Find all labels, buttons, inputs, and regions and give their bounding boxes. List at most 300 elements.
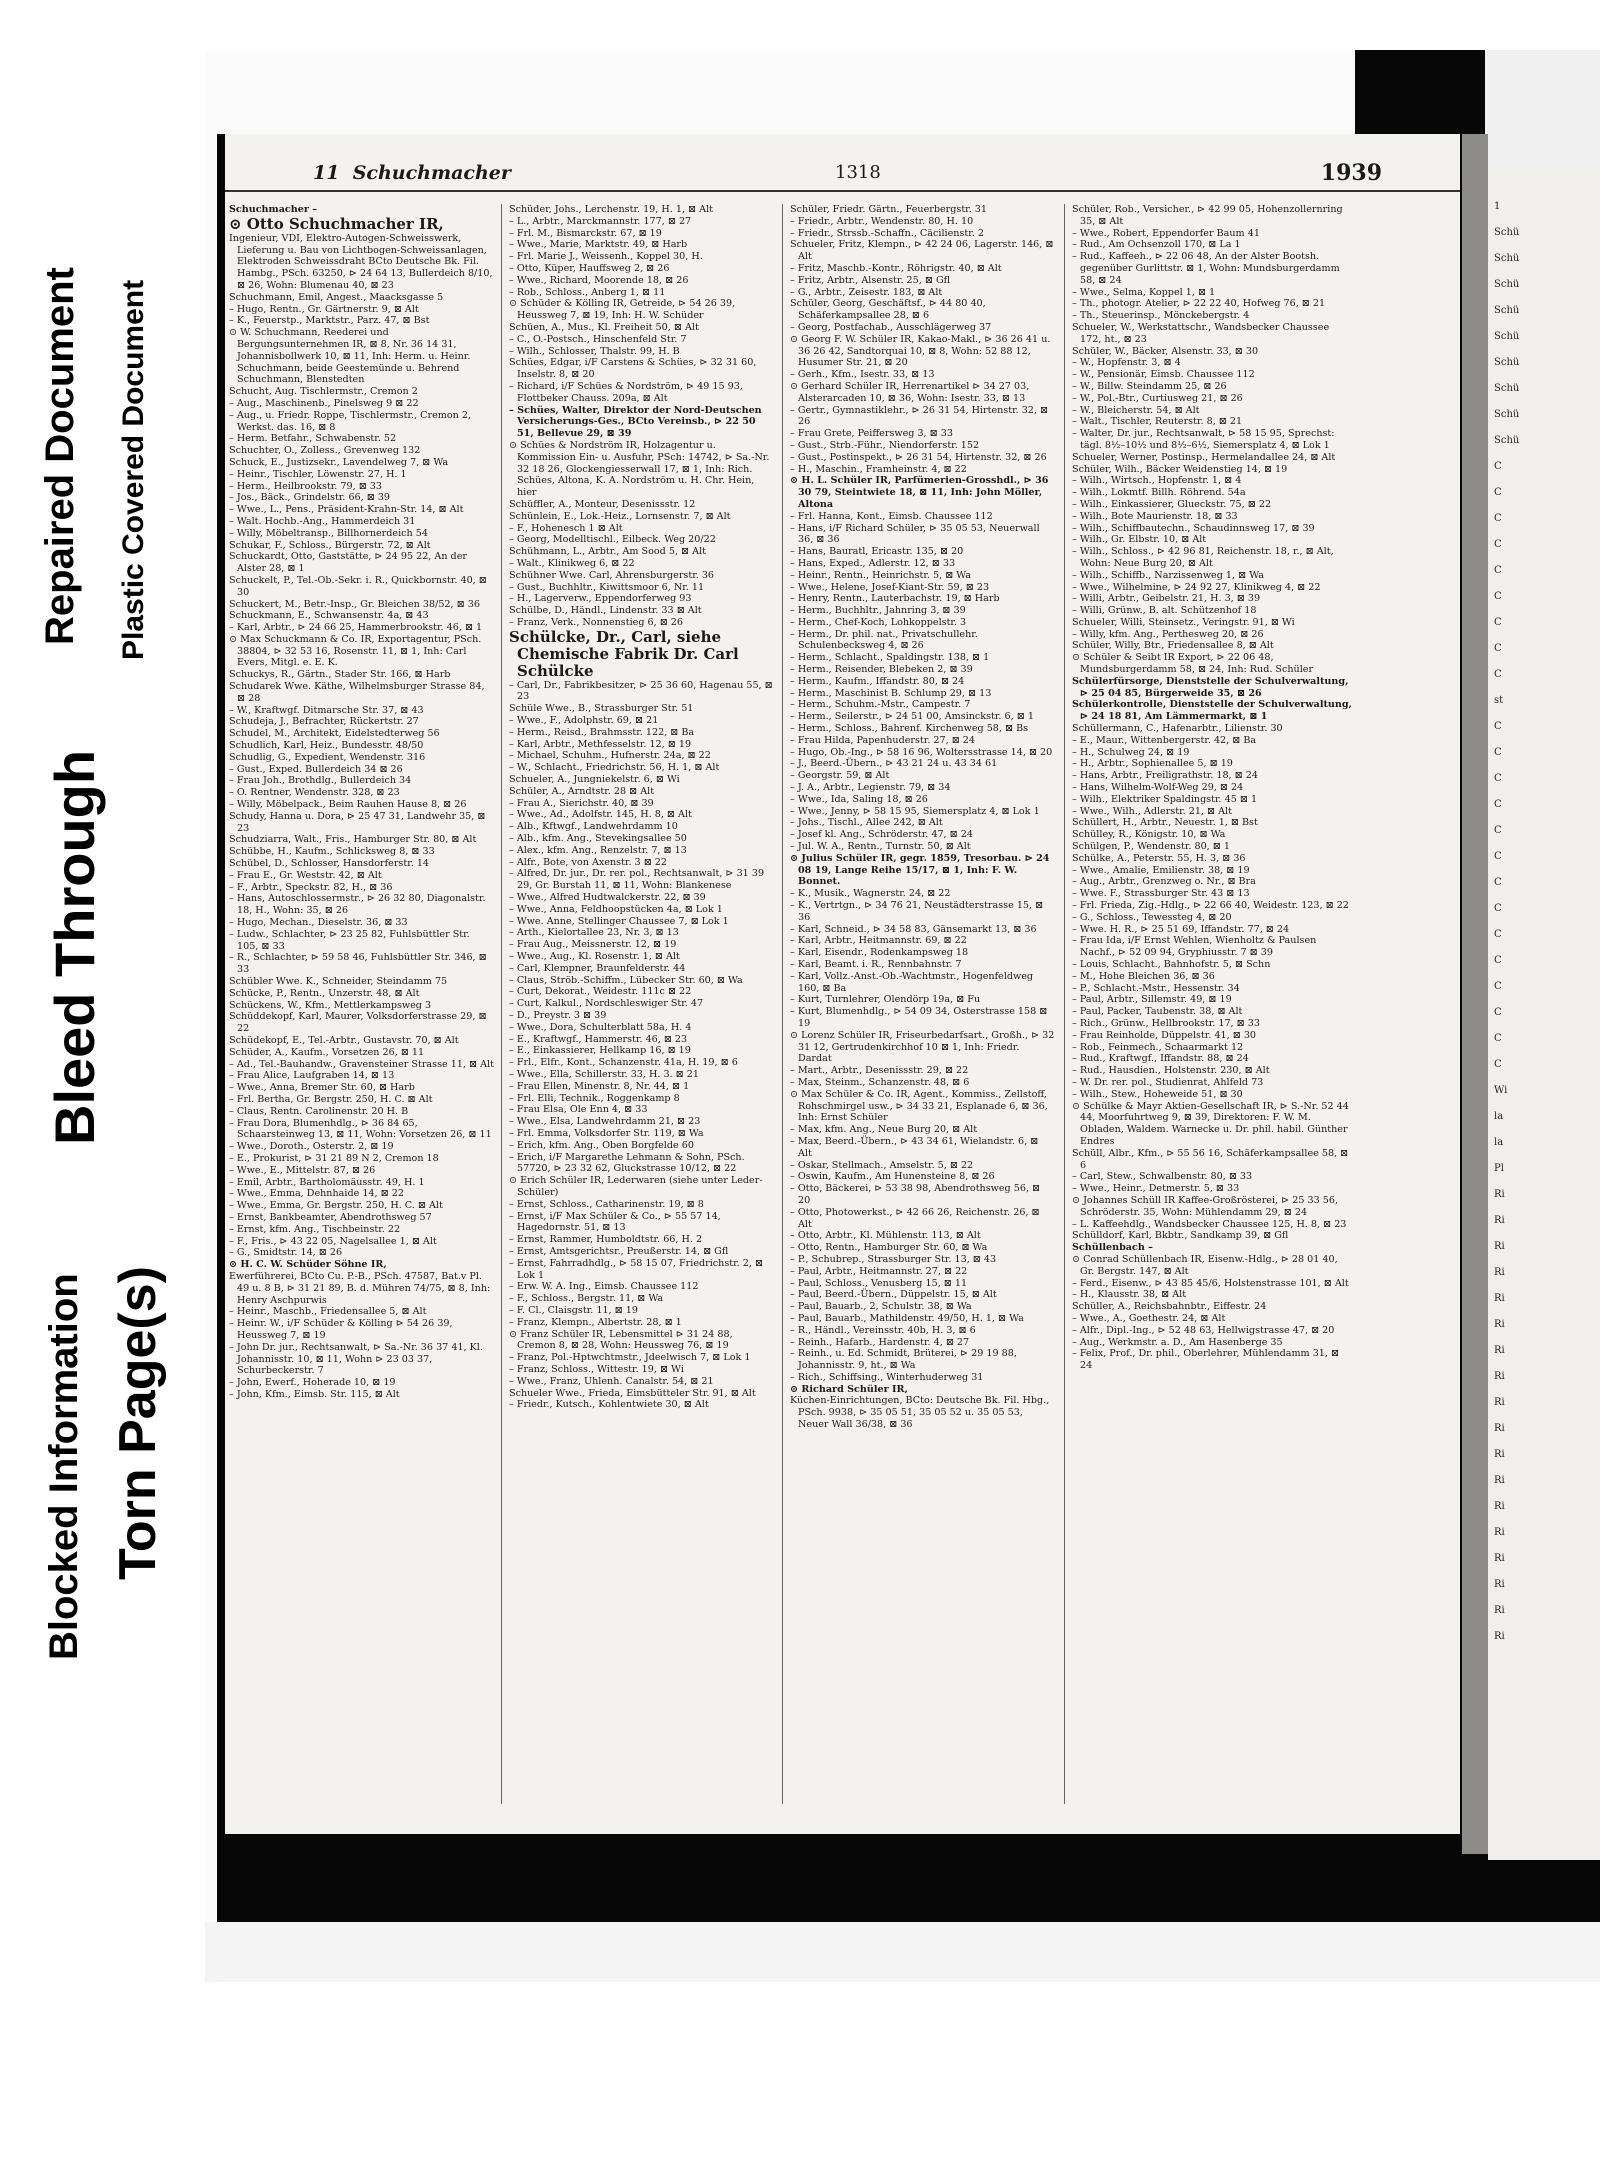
- next-page-fragment: C: [1494, 903, 1502, 914]
- directory-entry: – Herm., Schuhm.-Mstr., Campestr. 7: [790, 699, 971, 711]
- directory-page: [225, 134, 1460, 1834]
- directory-entry: – Frl. Marie J., Weissenh., Koppel 30, H.: [509, 251, 703, 263]
- directory-entry: – Reinh., u. Ed. Schmidt, Brüterei, ⊳ 29 19 88, Johannisstr. 9, ht., ⊠ Wa: [790, 1348, 1017, 1372]
- directory-column-2: [509, 204, 774, 1411]
- directory-entry: – Frau Dora, Blumenhdlg., ⊳ 36 84 65, Schaarsteinweg 13, ⊠ 11, Wohn: Vorsetzen 26, ⊠ 11: [229, 1117, 492, 1141]
- next-page-fragment: Schü: [1494, 253, 1520, 264]
- side-label-panel: [0, 0, 200, 1900]
- directory-entry: Schühmann, L., Arbtr., Am Sood 5, ⊠ Alt: [509, 546, 706, 558]
- directory-entry: – Frau Elsa, Ole Enn 4, ⊠ 33: [509, 1104, 648, 1116]
- directory-entry: – E., Prokurist, ⊳ 31 21 89 N 2, Cremon 18: [229, 1152, 439, 1164]
- directory-entry: – Otto, Bäckerei, ⊳ 53 38 98, Abendrothsweg 56, ⊠ 20: [790, 1183, 1041, 1206]
- next-page-fragment: Ri: [1494, 1449, 1505, 1460]
- directory-entry: – Frau E., Gr. Weststr. 42, ⊠ Alt: [229, 869, 382, 881]
- directory-entry: Schüller, A., Reichsbahnbtr., Eiffestr. 24: [1072, 1301, 1267, 1313]
- directory-entry: – Walt., Tischler, Reuterstr. 8, ⊠ 21: [1072, 416, 1243, 428]
- next-page-fragment: Pl: [1494, 1163, 1504, 1174]
- directory-entry: – Heinr., Maschb., Friedensallee 5, ⊠ Alt: [229, 1306, 427, 1318]
- directory-entry: – Herm., Reisender, Blebeken 2, ⊠ 39: [790, 664, 973, 676]
- directory-entry: – Hans, Exped., Adlerstr. 12, ⊠ 33: [790, 557, 956, 569]
- directory-entry: Schünlein, E., Lok.-Heiz., Lornsenstr. 7, ⊠ Alt: [509, 510, 731, 522]
- directory-entry: – Paul, Beerd.-Übern., Düppelstr. 15, ⊠ Alt: [790, 1289, 997, 1301]
- next-page-fragment: Schü: [1494, 409, 1520, 420]
- directory-entry: Schüder, Johs., Lerchenstr. 19, H. 1, ⊠ Alt: [509, 204, 713, 215]
- directory-entry: – Th., photogr. Atelier, ⊳ 22 22 40, Hofweg 76, ⊠ 21: [1072, 298, 1326, 310]
- directory-entry: – John Dr. jur., Rechtsanwalt, ⊳ Sa.-Nr. 36 37 41, Kl. Johannisstr. 10, ⊠ 11, Wohn ⊳ 23 03 37, Schurbeckerstr. 7: [229, 1341, 483, 1377]
- directory-entry: – Paul, Packer, Taubenstr. 38, ⊠ Alt: [1072, 1006, 1243, 1018]
- directory-entry: – Frl. Frieda, Zig.-Hdlg., ⊳ 22 66 40, Weidestr. 123, ⊠ 22: [1072, 900, 1349, 912]
- directory-entry: – Frau Aug., Meissnerstr. 12, ⊠ 19: [509, 939, 677, 951]
- directory-entry: Schudlig, G., Expedient, Wendenstr. 316: [229, 751, 426, 763]
- directory-entry: – Herm., Kaufm., Iffandstr. 80, ⊠ 24: [790, 675, 965, 687]
- directory-entry: – Herm., Schloss., Bahrenf. Kirchenweg 58, ⊠ Bs: [790, 723, 1029, 735]
- directory-entry: – Karl, Arbtr., Heitmannstr. 69, ⊠ 22: [790, 935, 967, 947]
- directory-entry: – Kurt, Blumenhdlg., ⊳ 54 09 34, Osterstrasse 158 ⊠ 19: [790, 1006, 1048, 1029]
- directory-entry: – Otto, Rentn., Hamburger Str. 60, ⊠ Wa: [790, 1242, 988, 1254]
- directory-entry: – W., Hopfenstr. 3, ⊠ 4: [1072, 357, 1181, 369]
- directory-entry: – Georg, Postfachab., Ausschlägerweg 37: [790, 321, 992, 333]
- directory-entry: – Hans, Wilhelm-Wolf-Weg 29, ⊠ 24: [1072, 782, 1244, 794]
- directory-entry: Schüllenbach –: [1072, 1242, 1153, 1254]
- directory-entry: – Louis, Schlacht., Bahnhofstr. 5, ⊠ Schn: [1072, 959, 1271, 970]
- directory-entry: – H., Maschin., Framheinstr. 4, ⊠ 22: [790, 463, 967, 475]
- directory-entry: Schüler, W., Bäcker, Alsenstr. 33, ⊠ 30: [1072, 345, 1259, 357]
- directory-entry: – Hugo, Mechan., Dieselstr. 36, ⊠ 33: [229, 917, 408, 929]
- directory-entry: Ewerführerei, BCto Cu. P.-B., PSch. 47587, Bat.v Pl. 49 u. 8 B, ⊳ 31 21 89, B. d. Mühren 74/75, ⊠ 8, Inh: Henry Aschpurwis: [229, 1270, 491, 1306]
- directory-entry: – J. A., Arbtr., Legienstr. 79, ⊠ 34: [790, 782, 951, 794]
- next-page-fragment: Ri: [1494, 1319, 1505, 1330]
- directory-entry: – Herm., Buchhltr., Jahnring 3, ⊠ 39: [790, 605, 966, 617]
- directory-entry: – Herm., Chef-Koch, Lohkoppelstr. 3: [790, 616, 967, 628]
- directory-entry: ⊙ Max Schüler & Co. IR, Agent., Kommiss., Zellstoff, Rohschmirgel usw., ⊳ 34 33 21, Esplanade 6, ⊠ 36, Inh: Ernst Schüler: [790, 1088, 1048, 1124]
- directory-entry: – Wwe., Marie, Marktstr. 49, ⊠ Harb: [509, 239, 688, 251]
- directory-entry: – G., Smidtstr. 14, ⊠ 26: [229, 1247, 343, 1259]
- directory-entry: – Wwe., F., Adolphstr. 69, ⊠ 21: [509, 715, 659, 727]
- directory-entry: – Wwe., Jenny, ⊳ 58 15 95, Siemersplatz 4, ⊠ Lok 1: [790, 805, 1040, 817]
- directory-column-1: [229, 204, 494, 1401]
- directory-entry: – Wwe., Emma, Dehnhaide 14, ⊠ 22: [229, 1188, 404, 1200]
- directory-entry: – Aug., Arbtr., Grenzweg o. Nr., ⊠ Bra: [1072, 876, 1256, 888]
- next-page-fragment: C: [1494, 773, 1502, 784]
- directory-entry: Schüll, Albr., Kfm., ⊳ 55 56 16, Schäferkampsallee 58, ⊠ 6: [1072, 1147, 1349, 1171]
- directory-entry: – Paul, Arbtr., Sillemstr. 49, ⊠ 19: [1072, 994, 1232, 1006]
- directory-entry: – Curt, Kalkul., Nordschleswiger Str. 47: [509, 998, 704, 1010]
- next-page-fragment: C: [1494, 513, 1502, 524]
- directory-entry: – Wwe., Robert, Eppendorfer Baum 41: [1072, 227, 1260, 239]
- directory-entry: – Wwe., Anna, Bremer Str. 60, ⊠ Harb: [229, 1082, 415, 1094]
- directory-entry: – Wwe., Amalie, Emilienstr. 38, ⊠ 19: [1072, 864, 1250, 876]
- directory-entry: – Erich, kfm. Ang., Oben Borgfelde 60: [509, 1139, 694, 1151]
- scan-top-margin: [205, 50, 1355, 134]
- directory-entry: – Wwe., Elsa, Landwehrdamm 21, ⊠ 23: [509, 1116, 701, 1128]
- directory-entry: Schüler, Rob., Versicher., ⊳ 42 99 05, Hohenzollernring 35, ⊠ Alt: [1072, 204, 1343, 227]
- directory-entry: – C., O.-Postsch., Hinschenfeld Str. 7: [509, 333, 687, 345]
- label-bleed-through: Bleed Through: [43, 749, 106, 1145]
- directory-entry: – Wwe. Anne, Stellinger Chaussee 7, ⊠ Lok 1: [509, 915, 729, 927]
- directory-entry: Schüder, A., Kaufm., Vorsetzen 26, ⊠ 11: [229, 1046, 425, 1058]
- directory-entry: Schüllermann, C., Hafenarbtr., Lilienstr. 30: [1072, 723, 1283, 735]
- next-page-fragment: Ri: [1494, 1345, 1505, 1356]
- next-page-fragments: [1488, 170, 1600, 1644]
- directory-entry: – Paul, Schloss., Venusberg 15, ⊠ 11: [790, 1277, 968, 1289]
- directory-entry: – Rud., Am Ochsenzoll 170, ⊠ La 1: [1072, 239, 1241, 251]
- directory-entry: – Fritz, Maschb.-Kontr., Röhrigstr. 40, ⊠ Alt: [790, 262, 1002, 274]
- directory-entry: Schudarek Wwe. Käthe, Wilhelmsburger Strasse 84, ⊠ 28: [229, 681, 485, 704]
- directory-entry: – Gust., Strb.-Führ., Niendorferstr. 152: [790, 439, 980, 451]
- directory-entry: Schüdekopf, E., Tel.-Arbtr., Gustavstr. 70, ⊠ Alt: [229, 1034, 459, 1046]
- directory-entry: – Franz, Schloss., Wittestr. 19, ⊠ Wi: [509, 1363, 684, 1375]
- next-page-fragment: Ri: [1494, 1371, 1505, 1382]
- directory-entry: Schülerkontrolle, Dienststelle der Schulverwaltung, ⊳ 24 18 81, Am Lämmermarkt, ⊠ 1: [1072, 699, 1352, 723]
- directory-entry: Schuckert, M., Betr.-Insp., Gr. Bleichen 38/52, ⊠ 36: [229, 598, 480, 610]
- directory-entry: – L. Kaffeehdlg., Wandsbecker Chaussee 125, H. 8, ⊠ 23: [1072, 1218, 1347, 1230]
- directory-entry: – W., Schlacht., Friedrichstr. 56, H. 1, ⊠ Alt: [509, 762, 720, 774]
- directory-entry: – W., Billw. Steindamm 25, ⊠ 26: [1072, 380, 1227, 392]
- directory-entry: – Otto, Küper, Hauffsweg 2, ⊠ 26: [509, 262, 670, 274]
- directory-entry: – Carl, Dr., Fabrikbesitzer, ⊳ 25 36 60, Hagenau 55, ⊠ 23: [509, 679, 773, 703]
- directory-entry: – Karl, Schneid., ⊳ 34 58 83, Gänsemarkt 13, ⊠ 36: [790, 923, 1037, 935]
- directory-entry: – Henry, Rentn., Lauterbachstr. 19, ⊠ Harb: [790, 593, 1000, 605]
- directory-entry: Schuckardt, Otto, Gaststätte, ⊳ 24 95 22, An der Alster 28, ⊠ 1: [229, 551, 467, 575]
- directory-entry: – Frl. Hanna, Kont., Eimsb. Chaussee 112: [790, 510, 993, 522]
- directory-entry: – Ernst, Amtsgerichtsr., Preußerstr. 14, ⊠ Gfl: [509, 1245, 729, 1257]
- page-header: [225, 162, 1460, 192]
- directory-entry: – Heinr., Tischler, Löwenstr. 27, H. 1: [229, 468, 407, 480]
- directory-entry: – Herm., Schlacht., Spaldingstr. 138, ⊠ 1: [790, 652, 990, 664]
- directory-entry: – Wwe., Emma, Gr. Bergstr. 250, H. C. ⊠ Alt: [229, 1200, 443, 1212]
- directory-entry: – Willy, Möbeltransp., Billhornerdeich 54: [229, 527, 428, 539]
- directory-entry: Schücke, P., Rentn., Unzerstr. 48, ⊠ Alt: [229, 987, 420, 999]
- directory-entry: – Ernst, kfm. Ang., Tischbeinstr. 22: [229, 1223, 401, 1235]
- directory-entry: – Wwe., L., Pens., Präsident-Krahn-Str. 14, ⊠ Alt: [229, 504, 464, 516]
- next-page-fragment: C: [1494, 877, 1502, 888]
- directory-entry: – Michael, Schuhm., Hufnerstr. 24a, ⊠ 22: [509, 750, 711, 762]
- directory-entry: Schülldorf, Karl, Bkbtr., Sandkamp 39, ⊠ Gfl: [1072, 1230, 1289, 1242]
- directory-entry: – Frl., Elfr., Kont., Schanzenstr. 41a, H. 19, ⊠ 6: [509, 1057, 738, 1069]
- next-page-fragment: C: [1494, 955, 1502, 966]
- directory-entry: ⊙ Erich Schüler IR, Lederwaren (siehe unter Leder-Schüler): [509, 1175, 763, 1198]
- directory-entry: – Jos., Bäck., Grindelstr. 66, ⊠ 39: [229, 492, 391, 504]
- directory-entry: Schübel, D., Schlosser, Hansdorferstr. 14: [229, 858, 430, 870]
- directory-entry: ⊙ Schülke & Mayr Aktien-Gesellschaft IR, ⊳ S.-Nr. 52 44 44, Moorfuhrtweg 9, ⊠ 39, Direktoren: F. W. M. Obladen, Waldem. Warnecke u. Dr. phil. habil. Günther Endres: [1072, 1100, 1349, 1147]
- directory-entry: – Wwe., Heinr., Detmerstr. 5, ⊠ 33: [1072, 1183, 1240, 1195]
- directory-entry: – Rud., Kraftwgf., Iffandstr. 88, ⊠ 24: [1072, 1053, 1249, 1065]
- directory-entry: – Hans, Arbtr., Freiligrathstr. 18, ⊠ 24: [1072, 770, 1258, 782]
- directory-entry: – Wwe., Doroth., Osterstr. 2, ⊠ 19: [229, 1141, 394, 1153]
- next-page-fragment: C: [1494, 461, 1502, 472]
- directory-entry: Schueler, Willi, Steinsetz., Veringstr. 91, ⊠ Wi: [1072, 616, 1295, 628]
- directory-entry: Schuckys, R., Gärtn., Stader Str. 166, ⊠ Harb: [229, 669, 451, 681]
- directory-entry: – Wwe., Selma, Koppel 1, ⊠ 1: [1072, 286, 1216, 298]
- directory-entry: – Otto, Photowerkst., ⊳ 42 66 26, Reichenstr. 26, ⊠ Alt: [790, 1206, 1040, 1230]
- page-gutter-shadow: [1462, 134, 1488, 1854]
- directory-entry: – Paul, Bauarb., 2, Schulstr. 38, ⊠ Wa: [790, 1301, 972, 1313]
- directory-entry: – Frau Joh., Brothdlg., Bullerdeich 34: [229, 775, 412, 787]
- directory-entry: – Schües, Walter, Direktor der Nord-Deutschen Versicherungs-Ges., BCto Vereinsb., ⊳ 22 50 51, Bellevue 29, ⊠ 39: [509, 404, 762, 440]
- directory-entry: – Karl, Arbtr., ⊳ 24 66 25, Hammerbrookstr. 46, ⊠ 1: [229, 622, 483, 634]
- directory-entry: Küchen-Einrichtungen, BCto: Deutsche Bk. Fil. Hbg., PSch. 9938, ⊳ 35 05 51, 35 05 52 u. 35 05 53, Neuer Wall 36/38, ⊠ 36: [790, 1395, 1050, 1431]
- directory-entry: – E., Kraftwgf., Hammerstr. 46, ⊠ 23: [509, 1033, 688, 1045]
- column-divider: [782, 204, 783, 1804]
- directory-entry: ⊙ Georg F. W. Schüler IR, Kakao-Makl., ⊳ 36 26 41 u. 36 26 42, Sandtorquai 10, ⊠ 8, Wohn: 52 88 12, Husumer Str. 21, ⊠ 20: [790, 333, 1051, 369]
- directory-entry: Schüen, A., Mus., Kl. Freiheit 50, ⊠ Alt: [509, 321, 699, 333]
- page-number: 1318: [835, 162, 881, 183]
- directory-entry: Schülerfürsorge, Dienststelle der Schulverwaltung, ⊳ 25 04 85, Bürgerweide 35, ⊠ 26: [1072, 675, 1349, 699]
- directory-entry: ⊙ Johannes Schüll IR Kaffee-Großrösterei, ⊳ 25 33 56, Schröderstr. 35, Wohn: Mühlendamm 29, ⊠ 24: [1072, 1194, 1339, 1218]
- directory-entry: – W., Pensionär, Eimsb. Chaussee 112: [1072, 369, 1255, 381]
- directory-entry: – Gust., Postinspekt., ⊳ 26 31 54, Hirtenstr. 32, ⊠ 26: [790, 451, 1047, 463]
- directory-entry: – Herm., Dr. phil. nat., Privatschullehr. Schulenbecksweg 4, ⊠ 26: [790, 628, 978, 652]
- directory-entry: Schudel, M., Architekt, Eidelstedterweg 56: [229, 728, 440, 740]
- column-divider: [1064, 204, 1065, 1804]
- directory-entry: ⊙ Schüler & Seibt IR Export, ⊳ 22 06 48, Mundsburgerdamm 58, ⊠ 24, Inh: Rud. Schüler: [1072, 652, 1314, 676]
- scan-bottom-margin: [205, 1922, 1600, 1982]
- next-page-fragment: Schü: [1494, 383, 1520, 394]
- next-page-fragment: Schü: [1494, 331, 1520, 342]
- next-page-fragment: C: [1494, 981, 1502, 992]
- directory-entry: ⊙ Gerhard Schüler IR, Herrenartikel ⊳ 34 27 03, Alsterarcaden 10, ⊠ 36, Wohn: Isestr. 33, ⊠ 13: [790, 380, 1030, 404]
- directory-entry: – Ernst, i/F Max Schüler & Co., ⊳ 55 57 14, Hagedornstr. 51, ⊠ 13: [509, 1210, 721, 1234]
- next-page-fragment: Ri: [1494, 1553, 1505, 1564]
- directory-entry: – Carl, Stew., Schwalbenstr. 80, ⊠ 33: [1072, 1171, 1253, 1183]
- directory-entry: ⊙ Julius Schüler IR, gegr. 1859, Tresorbau. ⊳ 24 08 19, Lange Reihe 15/17, ⊠ 1, Inh: F. W. Bonnet.: [790, 852, 1050, 888]
- directory-entry: ⊙ Richard Schüler IR,: [790, 1383, 908, 1395]
- directory-entry: – Hugo, Rentn., Gr. Gärtnerstr. 9, ⊠ Alt: [229, 303, 419, 315]
- directory-entry: Schückens, W., Kfm., Mettlerkampsweg 3: [229, 999, 432, 1011]
- directory-entry: ⊙ Schües & Nordström IR, Holzagentur u. Kommission Ein- u. Ausfuhr, PSch: 14742, ⊳ Sa.-Nr. 32 18 26, Glockengiesserwall 17, ⊠ 1, Inh: Rich. Schües, Altona, K. A. Nordström u. H. Chr. Hein, hier: [509, 439, 770, 499]
- next-page-fragment: la: [1494, 1137, 1504, 1148]
- directory-entry: – Wilh., Stew., Hoheweide 51, ⊠ 30: [1072, 1088, 1243, 1100]
- page-year: 1939: [1320, 160, 1382, 186]
- next-page-fragment: C: [1494, 643, 1502, 654]
- next-page-fragment: Ri: [1494, 1631, 1505, 1642]
- directory-entry: – Erw. W. A. Ing., Eimsb. Chaussee 112: [509, 1281, 699, 1293]
- directory-entry: – Ernst, Schloss., Catharinenstr. 19, ⊠ 8: [509, 1198, 704, 1210]
- directory-entry: – Hans, Bauratl, Ericastr. 135, ⊠ 20: [790, 546, 964, 558]
- directory-entry: – Georg, Modelltischl., Eilbeck. Weg 20/22: [509, 534, 716, 546]
- directory-entry: – Rich., Grünw., Hellbrookstr. 17, ⊠ 33: [1072, 1017, 1260, 1029]
- directory-entry: – Reinh., Hafarb., Hardenstr. 4, ⊠ 27: [790, 1336, 970, 1348]
- next-page-fragment: Schü: [1494, 305, 1520, 316]
- directory-entry: – R., Händl., Vereinsstr. 40b, H. 3, ⊠ 6: [790, 1324, 976, 1336]
- directory-entry: – Wwe., E., Mittelstr. 87, ⊠ 26: [229, 1164, 376, 1176]
- label-torn-pages: Torn Page(s): [109, 1266, 167, 1580]
- page-heading: 11 Schuchmacher: [313, 162, 511, 184]
- directory-entry: – Wwe., Richard, Moorende 18, ⊠ 26: [509, 274, 689, 286]
- directory-entry: – Karl, Eisendr., Rodenkampsweg 18: [790, 947, 969, 959]
- directory-entry: – F. Cl., Claisgstr. 11, ⊠ 19: [509, 1304, 638, 1316]
- next-page-fragment: 1: [1494, 201, 1501, 212]
- directory-entry: – Franz, Verk., Nonnenstieg 6, ⊠ 26: [509, 616, 684, 628]
- scan-left-margin: [205, 134, 217, 1984]
- next-page-fragment: la: [1494, 1111, 1504, 1122]
- next-page-fragment: Ri: [1494, 1189, 1505, 1200]
- directory-entry: – L., Arbtr., Marckmannstr. 177, ⊠ 27: [509, 215, 692, 227]
- directory-entry: – Aug., u. Friedr. Roppe, Tischlermstr., Cremon 2, Werkst. das. 16, ⊠ 8: [229, 409, 472, 433]
- directory-entry: – Frau Ida, i/F Ernst Wehlen, Wienholtz & Paulsen Nachf., ⊳ 52 09 94, Gryphiusstr. 7 ⊠ 39: [1072, 935, 1317, 959]
- directory-entry: – Josef kl. Ang., Schröderstr. 47, ⊠ 24: [790, 829, 973, 841]
- directory-entry: – E., Einkassierer, Hellkamp 16, ⊠ 19: [509, 1045, 691, 1057]
- directory-entry: – Arth., Kielortallee 23, Nr. 3, ⊠ 13: [509, 927, 679, 939]
- directory-entry: – Max, kfm. Ang., Neue Burg 20, ⊠ Alt: [790, 1124, 978, 1136]
- directory-entry: ⊙ Lorenz Schüler IR, Friseurbedarfsart., Großh., ⊳ 32 31 12, Gertrudenkirchhof 10 ⊠ 1, Inh: Friedr. Dardat: [790, 1029, 1055, 1065]
- directory-entry: – Wwe., Dora, Schulterblatt 58a, H. 4: [509, 1021, 692, 1033]
- directory-entry: Schülke, A., Peterstr. 55, H. 3, ⊠ 36: [1072, 852, 1246, 864]
- directory-entry: Schües, Edgar, i/F Carstens & Schües, ⊳ 32 31 60, Inselstr. 8, ⊠ 20: [509, 357, 757, 381]
- directory-entry: – Wwe., Anna, Feldhoopstücken 4a, ⊠ Lok 1: [509, 903, 723, 915]
- next-page-fragment: C: [1494, 929, 1502, 940]
- directory-entry: – Frau Ellen, Minenstr. 8, Nr. 44, ⊠ 1: [509, 1080, 690, 1092]
- next-page-fragment: C: [1494, 669, 1502, 680]
- directory-entry: Schüllert, H., Arbtr., Neuestr. 1, ⊠ Bst: [1072, 817, 1258, 829]
- directory-entry: – Wilh., Elektriker Spaldingstr. 45 ⊠ 1: [1072, 793, 1258, 805]
- directory-entry: – Wwe., Franz, Uhlenh. Canalstr. 54, ⊠ 21: [509, 1375, 714, 1387]
- next-page-fragment: Ri: [1494, 1501, 1505, 1512]
- directory-entry: – Friedr., Arbtr., Wendenstr. 80, H. 10: [790, 215, 974, 227]
- directory-entry: – Karl, Vollz.-Anst.-Ob.-Wachtmstr., Hogenfeldweg 160, ⊠ Ba: [790, 970, 1034, 994]
- directory-entry: – W., Pol.-Btr., Curtiusweg 21, ⊠ 26: [1072, 392, 1243, 404]
- directory-entry: – Wilh., Schlosser, Thalstr. 99, H. B: [509, 345, 680, 357]
- directory-entry: – Alex., kfm. Ang., Renzelstr. 7, ⊠ 13: [509, 844, 687, 856]
- directory-entry: – W., Bleicherstr. 54, ⊠ Alt: [1072, 404, 1200, 416]
- directory-entry: Schudziarra, Walt., Fris., Hamburger Str. 80, ⊠ Alt: [229, 834, 477, 846]
- directory-entry: – Walter, Dr. jur., Rechtsanwalt, ⊳ 58 15 95, Sprechst: tägl. 8½–10½ und 8½–6½, Siemersplatz 4, ⊠ Lok 1: [1072, 428, 1335, 451]
- directory-entry: – Heinr., Rentn., Heinrichstr. 5, ⊠ Wa: [790, 569, 972, 581]
- directory-entry: – John, Ewerf., Hoherade 10, ⊠ 19: [229, 1377, 396, 1389]
- directory-entry: Schüddekopf, Karl, Maurer, Volksdorferstrasse 29, ⊠ 22: [229, 1011, 487, 1035]
- directory-entry: – Aug., Werkmstr. a. D., Am Hasenberge 35: [1072, 1336, 1283, 1348]
- directory-column-3: [790, 204, 1055, 1431]
- next-page-fragment: C: [1494, 851, 1502, 862]
- directory-entry: ⊙ Franz Schüler IR, Lebensmittel ⊳ 31 24 88, Cremon 8, ⊠ 28, Wohn: Heussweg 76, ⊠ 19: [509, 1328, 733, 1352]
- directory-entry: – Ad., Tel.-Bauhandw., Gravensteiner Strasse 11, ⊠ Alt: [229, 1058, 494, 1070]
- next-page-edge: [1488, 170, 1600, 1860]
- directory-entry: – Jul. W. A., Rentn., Turnstr. 50, ⊠ Alt: [790, 841, 971, 853]
- directory-entry: – Fritz, Arbtr., Alsenstr. 25, ⊠ Gfl: [790, 274, 951, 286]
- directory-entry: Schuck, E., Justizsekr., Lavendelweg 7, ⊠ Wa: [229, 456, 449, 468]
- directory-entry: – Erich, i/F Margarethe Lehmann & Sohn, PSch. 57720, ⊳ 23 32 62, Gluckstrasse 10/12, ⊠ 22: [509, 1151, 745, 1175]
- next-page-fragment: C: [1494, 721, 1502, 732]
- directory-entry: – Frau Grete, Peiffersweg 3, ⊠ 33: [790, 428, 953, 440]
- directory-entry: Schübbe, H., Kaufm., Schlicksweg 8, ⊠ 33: [229, 846, 435, 858]
- directory-entry: – Hans, Autoschlossermstr., ⊳ 26 32 80, Diagonalstr. 18, H., Wohn: 35, ⊠ 26: [229, 893, 486, 917]
- directory-entry: ⊙ Max Schuckmann & Co. IR, Exportagentur, PSch. 38804, ⊳ 32 53 16, Rosenstr. 11, ⊠ 1, Inh: Carl Evers, Mitgl. e. E. K.: [229, 633, 482, 669]
- directory-entry: – Wwe., Helene, Josef-Kiant-Str. 59, ⊠ 23: [790, 581, 990, 593]
- directory-entry: – Hugo, Ob.-Ing., ⊳ 58 16 96, Woltersstrasse 14, ⊠ 20: [790, 746, 1053, 758]
- directory-entry: – G., Schloss., Tewessteg 4, ⊠ 20: [1072, 911, 1232, 923]
- directory-entry: – Oskar, Stellmach., Amselstr. 5, ⊠ 22: [790, 1159, 974, 1171]
- directory-entry: – Johs., Tischl., Allee 242, ⊠ Alt: [790, 817, 943, 829]
- next-page-fragment: Wi: [1494, 1085, 1508, 1096]
- directory-entry: – Frau A., Sierichstr. 40, ⊠ 39: [509, 797, 654, 809]
- directory-entry: – H., Arbtr., Sophienallee 5, ⊠ 19: [1072, 758, 1233, 770]
- directory-entry: – Claus, Ströb.-Schiffm., Lübecker Str. 60, ⊠ Wa: [509, 974, 743, 986]
- directory-entry: – Willy, Möbelpack., Beim Rauhen Hause 8, ⊠ 26: [229, 799, 467, 811]
- directory-entry: – Walt., Klinikweg 6, ⊠ 22: [509, 557, 635, 569]
- directory-entry: – Aug., Maschinenb., Pinelsweg 9 ⊠ 22: [229, 397, 419, 409]
- directory-entry: – Th., Steuerinsp., Mönckebergstr. 4: [1072, 310, 1250, 322]
- directory-entry: ⊙ H. L. Schüler IR, Parfümerien-Grosshdl., ⊳ 36 30 79, Steintwiete 18, ⊠ 11, Inh: John Möller, Altona: [790, 475, 1049, 510]
- directory-entry: – Wilh., Bote Maurienstr. 18, ⊠ 33: [1072, 510, 1238, 522]
- directory-entry: – Rob., Schloss., Anberg 1, ⊠ 11: [509, 286, 666, 298]
- directory-entry: – Wwe., A., Goethestr. 24, ⊠ Alt: [1072, 1312, 1226, 1324]
- directory-entry: Schühner Wwe. Carl, Ahrensburgerstr. 36: [509, 569, 715, 581]
- directory-entry: – Karl, Beamt. i. R., Rennbahnstr. 7: [790, 959, 962, 970]
- directory-entry: Schüler, Willy, Btr., Friedensallee 8, ⊠ Alt: [1072, 640, 1274, 652]
- directory-entry: – D., Preystr. 3 ⊠ 39: [509, 1010, 607, 1021]
- directory-entry: – E., Maur., Wittenbergerstr. 42, ⊠ Ba: [1072, 734, 1257, 746]
- directory-entry: – G., Arbtr., Zeisestr. 183, ⊠ Alt: [790, 286, 943, 298]
- directory-entry: – Herm., Maschinist B. Schlump 29, ⊠ 13: [790, 687, 992, 699]
- directory-entry: – K., Feuerstp., Marktstr., Parz. 47, ⊠ Bst: [229, 315, 430, 327]
- directory-entry: ⊙ Schüder & Kölling IR, Getreide, ⊳ 54 26 39, Heussweg 7, ⊠ 19, Inh: H. W. Schüder: [509, 298, 736, 322]
- directory-entry: ⊙ W. Schuchmann, Reederei und Bergungsunternehmen IR, ⊠ 8, Nr. 36 14 31, Johannisbollwerk 10, ⊠ 11, Inh: Herm. u. Heinr. Schuchmann, beide Geestemünde u. Behrend Schuchmann, Blenstedten: [229, 327, 471, 386]
- directory-entry: – Max, Steinm., Schanzenstr. 48, ⊠ 6: [790, 1076, 970, 1088]
- next-page-fragment: C: [1494, 487, 1502, 498]
- directory-entry: – Richard, i/F Schües & Nordström, ⊳ 49 15 93, Flottbeker Chauss. 209a, ⊠ Alt: [509, 380, 743, 404]
- directory-entry: – Kurt, Turnlehrer, Olendörp 19a, ⊠ Fu: [790, 994, 981, 1006]
- column-divider: [501, 204, 502, 1804]
- directory-entry: – P., Schubrep., Strassburger Str. 13, ⊠ 43: [790, 1253, 997, 1265]
- directory-entry: – Frau Reinholde, Düppelstr. 41, ⊠ 30: [1072, 1029, 1257, 1041]
- next-page-fragment: Ri: [1494, 1475, 1505, 1486]
- directory-entry: – K., Musik., Wagnerstr. 24, ⊠ 22: [790, 888, 951, 900]
- next-page-fragment: C: [1494, 539, 1502, 550]
- directory-entry: – Carl, Klempner, Braunfelderstr. 44: [509, 962, 686, 974]
- directory-entry: – Wilh., Einkassierer, Glueckstr. 75, ⊠ 22: [1072, 498, 1272, 510]
- directory-entry: – H., Klausstr. 38, ⊠ Alt: [1072, 1289, 1187, 1301]
- directory-entry: – Gertr., Gymnastiklehr., ⊳ 26 31 54, Hirtenstr. 32, ⊠ 26: [790, 404, 1049, 428]
- directory-entry: – Paul, Bauarb., Mathildenstr. 49/50, H. 1, ⊠ Wa: [790, 1312, 1024, 1324]
- directory-entry: Schueler, Fritz, Klempn., ⊳ 42 24 06, Lagerstr. 146, ⊠ Alt: [790, 239, 1054, 263]
- directory-entry: Schueler, W., Werkstattschr., Wandsbecker Chaussee 172, ht., ⊠ 23: [1072, 321, 1330, 345]
- directory-entry: – Wilh., Schiffbautechn., Schaudinnsweg 17, ⊠ 39: [1072, 522, 1315, 534]
- directory-entry: – Hans, i/F Richard Schüler, ⊳ 35 05 53, Neuerwall 36, ⊠ 36: [790, 522, 1040, 546]
- next-page-fragment: Ri: [1494, 1267, 1505, 1278]
- directory-entry: – Wilh., Schiffb., Narzissenweg 1, ⊠ Wa: [1072, 569, 1264, 581]
- directory-entry: – Ernst, Bankbeamter, Abendrothsweg 57: [229, 1211, 432, 1223]
- directory-entry: Schuckelt, P., Tel.-Ob.-Sekr. i. R., Quickbornstr. 40, ⊠ 30: [229, 574, 487, 598]
- directory-entry: Schueler Wwe., Frieda, Eimsbütteler Str. 91, ⊠ Alt: [509, 1387, 756, 1399]
- directory-entry: – Paul, Arbtr., Heitmannstr. 27, ⊠ 22: [790, 1265, 968, 1277]
- directory-entry: – P., Schlacht.-Mstr., Hessenstr. 34: [1072, 982, 1240, 994]
- next-page-fragment: Ri: [1494, 1423, 1505, 1434]
- next-page-fragment: Schü: [1494, 279, 1520, 290]
- directory-entry: – Alfr., Dipl.-Ing., ⊳ 52 48 63, Hellwigstrasse 47, ⊠ 20: [1072, 1324, 1335, 1336]
- directory-entry: – Friedr., Strssb.-Schaffn., Cäcilienstr. 2: [790, 227, 984, 239]
- directory-entry: – John, Kfm., Eimsb. Str. 115, ⊠ Alt: [229, 1388, 400, 1400]
- directory-entry: Schüler, Georg, Geschäftsf., ⊳ 44 80 40, Schäferkampsallee 28, ⊠ 6: [790, 298, 986, 322]
- directory-entry: – F., Arbtr., Speckstr. 82, H., ⊠ 36: [229, 881, 393, 893]
- next-page-fragment: st: [1494, 695, 1504, 706]
- next-page-fragment: Ri: [1494, 1527, 1505, 1538]
- directory-entry: Ingenieur, VDI, Elektro-Autogen-Schweisswerk, Lieferung u. Bau von Lichtbogen-Schweissanlagen, Elektroden Schweissdraht BCto Deutsche Bk. Fil. Hambg., PSch. 63250, ⊳ 24 64 13, Bullerdeich 8/10, ⊠ 26, Wohn: Blumenau 40, ⊠ 23: [229, 232, 493, 291]
- label-repaired-document: Repaired Document: [38, 267, 82, 645]
- directory-entry: – Oswin, Kaufm., Am Hunensteine 8, ⊠ 26: [790, 1171, 995, 1183]
- directory-entry: – Emil, Arbtr., Bartholomäusstr. 49, H. 1: [229, 1176, 425, 1188]
- directory-entry: – Felix, Prof., Dr. phil., Oberlehrer, Mühlendamm 31, ⊠ 24: [1072, 1348, 1340, 1372]
- directory-entry: – Rud., Hausdien., Holstenstr. 230, ⊠ Alt: [1072, 1065, 1270, 1077]
- directory-entry: – Gust., Exped. Bullerdeich 34 ⊠ 26: [229, 763, 403, 775]
- next-page-fragment: C: [1494, 1033, 1502, 1044]
- next-page-fragment: Ri: [1494, 1293, 1505, 1304]
- directory-entry: – Georgstr. 59, ⊠ Alt: [790, 770, 890, 782]
- directory-entry: – Ludw., Schlachter, ⊳ 23 25 82, Fuhlsbüttler Str. 105, ⊠ 33: [229, 928, 470, 952]
- directory-entry: – W. Dr. rer. pol., Studienrat, Ahlfeld 73: [1072, 1076, 1264, 1088]
- directory-entry: – Heinr. W., i/F Schüder & Kölling ⊳ 54 26 39, Heussweg 7, ⊠ 19: [229, 1318, 453, 1341]
- directory-entry: – Wwe. F., Strassburger Str. 43 ⊠ 13: [1072, 888, 1250, 900]
- next-page-fragment: Schü: [1494, 227, 1520, 238]
